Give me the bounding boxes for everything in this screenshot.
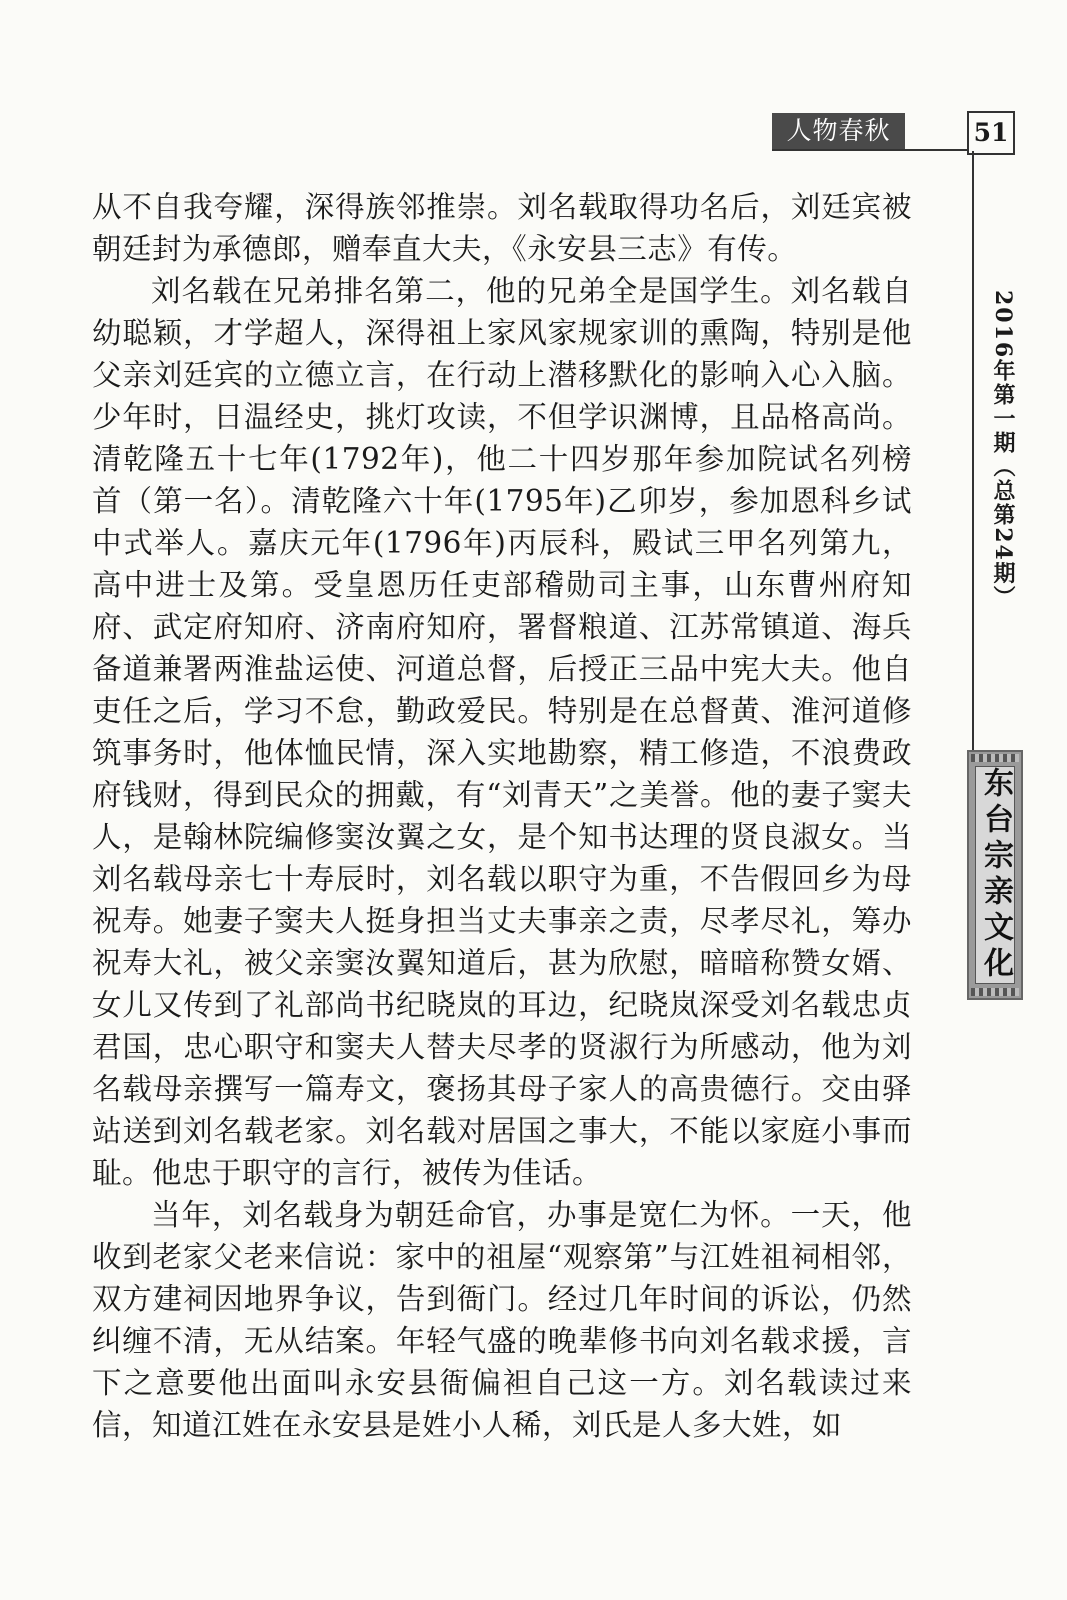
article-body [92,186,912,1446]
header-rule [772,149,972,151]
paragraph-2: 刘名载在兄弟排名第二，他的兄弟全是国学生。刘名载自幼聪颖，才学超人，深得祖上家风家规家训的熏陶，特别是他父亲刘廷宾的立德立言，在行动上潜移默化的影响入心入脑。少年时，日温经史，挑灯攻读，不但学识渊博，且品格高尚。清乾隆五十七年(1792年)，他二十四岁那年参加院试名列榜首（第一名）。清乾隆六十年(1795年)乙卯岁，参加恩科乡试中式举人。嘉庆元年(1796年)丙辰科，殿试三甲名列第九，高中进士及第。受皇恩历任吏部稽勋司主事，山东曹州府知府、武定府知府、济南府知府，署督粮道、江苏常镇道、海兵备道兼署两淮盐运使、河道总督，后授正三品中宪大夫。他自吏任之后，学习不怠，勤政爱民。特别是在总督黄、淮河道修筑事务时，他体恤民情，深入实地勘察，精工修造，不浪费政府钱财，得到民众的拥戴，有“刘青天”之美誉。他的妻子窦夫人，是翰林院编修窦汝翼之女，是个知书达理的贤良淑女。当刘名载母亲七十寿辰时，刘名载以职守为重，不告假回乡为母祝寿。她妻子窦夫人挺身担当丈夫事亲之责，尽孝尽礼，筹办祝寿大礼，被父亲窦汝翼知道后，甚为欣慰，暗暗称赞女婿、女儿又传到了礼部尚书纪晓岚的耳边，纪晓岚深受刘名载忠贞君国，忠心职守和窦夫人替夫尽孝的贤淑行为所感动，他为刘名载母亲撰写一篇寿文，褒扬其母子家人的高贵德行。交由驿站送到刘名载老家。刘名载对居国之事大，不能以家庭小事而耻。他忠于职守的言行，被传为佳话。 [92,274,912,1190]
section-title: 人物春秋 [772,113,905,149]
page-number: 51 [967,111,1015,155]
column-banner [967,750,1023,1000]
paragraph-3: 当年，刘名载身为朝廷命官，办事是宽仁为怀。一天，他收到老家父老来信说：家中的祖屋“观察第”与江姓祖祠相邻，双方建祠因地界争议，告到衙门。经过几年时间的诉讼，仍然纠缠不清，无从结案。年轻气盛的晚辈修书向刘名载求援，言下之意要他出面叫永安县衙偏袒自己这一方。刘名载读过来信，知道江姓在永安县是姓小人稀，刘氏是人多大姓，如 [92,1198,912,1442]
column-banner-text: 东台宗亲文化 [975,766,1015,984]
paragraph-1: 从不自我夸耀，深得族邻推崇。刘名载取得功名后，刘廷宾被朝廷封为承德郎，赠奉直大夫，《永安县三志》有传。 [92,190,912,266]
issue-info: 2016年第一期（总第24期） [990,290,1016,610]
